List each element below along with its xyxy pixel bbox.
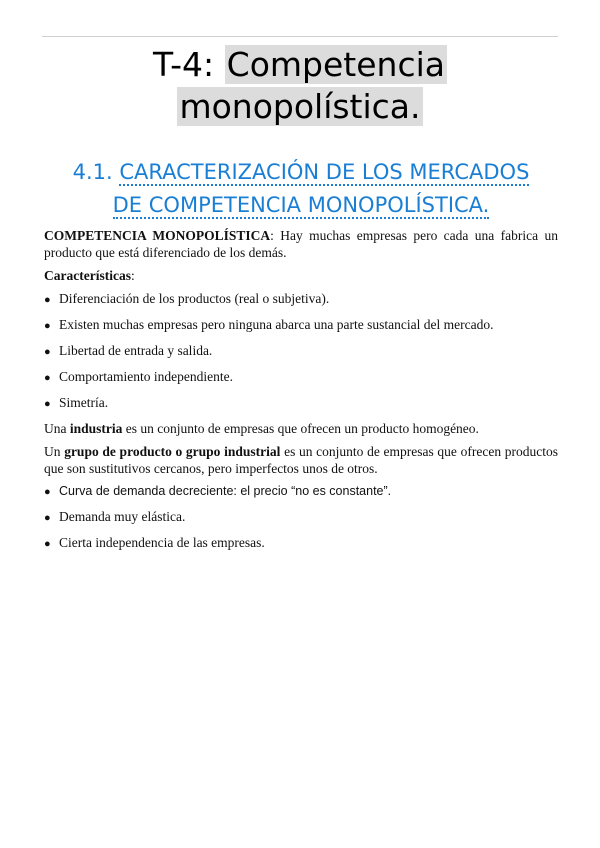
bullet-icon: ● — [44, 486, 51, 498]
list-item-text: Existen muchas empresas pero ninguna abarca una parte sustancial del mercado. — [59, 317, 494, 332]
intro-text: : Hay muchas empresas pero cada una fabrica un producto que está diferenciado de los demás. — [44, 228, 558, 260]
list-item-text: Libertad de entrada y salida. — [59, 343, 213, 358]
section-heading-line-2 — [46, 189, 556, 222]
top-divider — [42, 36, 558, 37]
intro-paragraph — [44, 227, 558, 261]
bullet-icon: ● — [44, 372, 51, 384]
title-highlight-2: monopolística. — [179, 87, 421, 126]
bullet-icon: ● — [44, 512, 51, 524]
industry-paragraph — [44, 420, 558, 437]
list-item — [44, 316, 558, 335]
industry-term: industria — [69, 421, 123, 436]
group-term: grupo de producto o grupo industrial — [64, 444, 281, 459]
section-heading-text-1: CARACTERIZACIÓN DE LOS MERCADOS — [119, 160, 530, 184]
characteristics-label-line — [44, 267, 558, 284]
characteristics-label: Características — [44, 268, 131, 283]
list-item-text: Comportamiento independiente. — [59, 369, 233, 384]
title-highlight-1: Competencia — [226, 45, 445, 84]
bullet-icon: ● — [44, 320, 51, 332]
group-paragraph — [44, 443, 558, 477]
intro-term: COMPETENCIA MONOPOLÍSTICA — [44, 228, 271, 243]
list-item-text: Cierta independencia de las empresas. — [59, 535, 265, 550]
bullet-icon: ● — [44, 538, 51, 550]
title-prefix: T-4: — [153, 45, 225, 84]
title-line-2 — [42, 86, 558, 128]
group-text: es un conjunto de empresas que ofrecen productos que son sustitutivos cercanos, pero imperfectos unos de otros. — [44, 444, 558, 476]
section-heading-text-2: DE COMPETENCIA MONOPOLÍSTICA. — [112, 193, 490, 217]
list-item — [44, 342, 558, 361]
list-item-text: Diferenciación de los productos (real o subjetiva). — [59, 291, 330, 306]
section-heading-line-1 — [46, 156, 556, 189]
characteristics-list — [44, 290, 558, 413]
list-item — [44, 508, 558, 527]
characteristics-colon: : — [130, 268, 135, 283]
list-item — [44, 394, 558, 413]
list-item-text: Demanda muy elástica. — [59, 509, 186, 524]
list-item — [44, 290, 558, 309]
list-item-text: Curva de demanda decreciente: el precio “no es constante”. — [59, 484, 392, 498]
document-body — [44, 227, 558, 560]
list-item — [44, 368, 558, 387]
industry-pre: Una — [44, 421, 70, 436]
industry-text: es un conjunto de empresas que ofrecen un producto homogéneo. — [122, 421, 479, 436]
list-item — [44, 534, 558, 553]
section-heading — [46, 156, 556, 222]
group-list — [44, 483, 558, 553]
bullet-icon: ● — [44, 398, 51, 410]
section-number: 4.1. — [72, 160, 120, 184]
title-line-1 — [42, 44, 558, 86]
bullet-icon: ● — [44, 294, 51, 306]
list-item-text: Simetría. — [59, 395, 109, 410]
bullet-icon: ● — [44, 346, 51, 358]
page-title — [42, 44, 558, 128]
group-pre: Un — [44, 444, 65, 459]
list-item — [44, 483, 558, 501]
